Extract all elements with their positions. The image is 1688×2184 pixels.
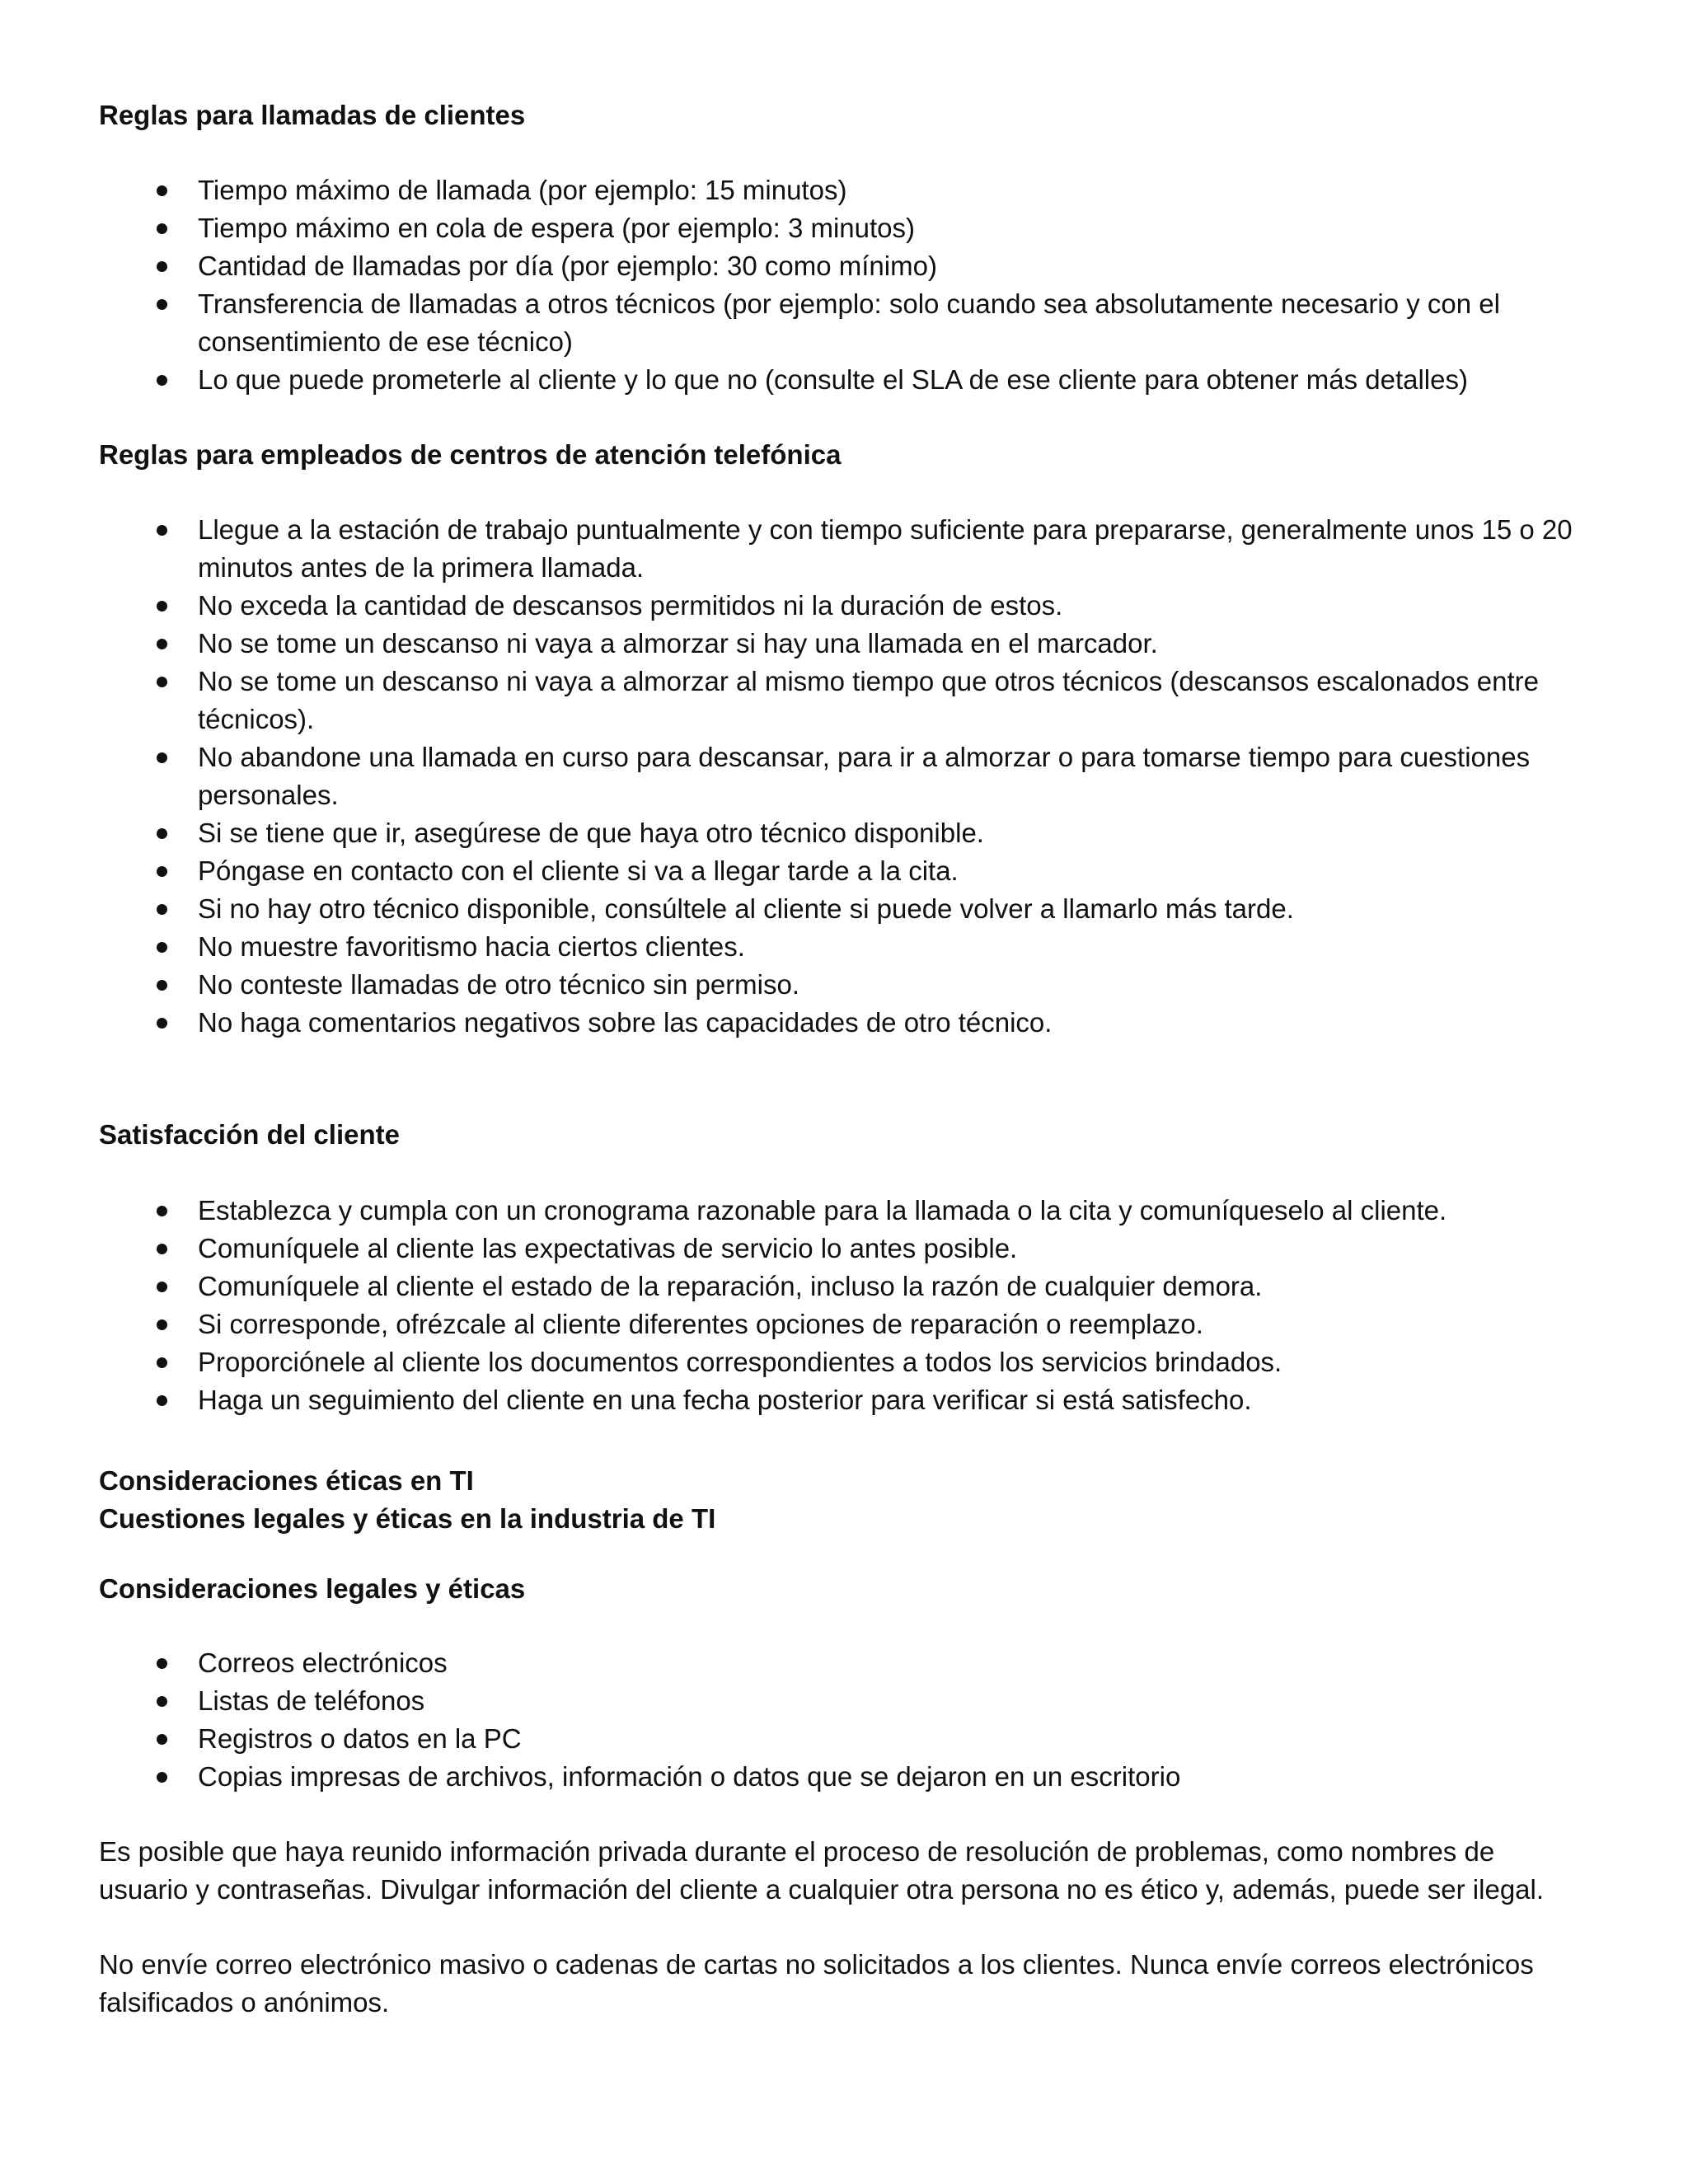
bullet-icon: [157, 299, 167, 310]
bullet-icon: [157, 525, 167, 536]
customer-satisfaction-list: [0, 1192, 1688, 1419]
bullet-icon: [157, 1696, 167, 1707]
list-item: Llegue a la estación de trabajo puntualmente y con tiempo suficiente para prepararse, generalmente unos 15 o 20 minutos antes de la primera llamada.: [0, 511, 1582, 587]
section-heading-customer-satisfaction: Satisfacción del cliente: [99, 1119, 400, 1150]
bullet-icon: [157, 1357, 167, 1368]
call-rules-list: [0, 171, 1688, 399]
list-item: Transferencia de llamadas a otros técnicos (por ejemplo: solo cuando sea absolutamente necesario y con el consentimiento de ese técnico): [0, 285, 1582, 361]
list-item: Si se tiene que ir, asegúrese de que haya otro técnico disponible.: [0, 814, 1582, 852]
list-item: No exceda la cantidad de descansos permitidos ni la duración de estos.: [0, 587, 1582, 625]
section-heading-call-rules: Reglas para llamadas de clientes: [99, 100, 526, 130]
bullet-icon: [157, 639, 167, 649]
list-item: No haga comentarios negativos sobre las capacidades de otro técnico.: [0, 1004, 1582, 1042]
list-item: Haga un seguimiento del cliente en una fecha posterior para verificar si está satisfecho.: [0, 1381, 1582, 1419]
list-item: Tiempo máximo de llamada (por ejemplo: 15 minutos): [0, 171, 1582, 209]
list-item: Comuníquele al cliente el estado de la reparación, incluso la razón de cualquier demora.: [0, 1268, 1582, 1305]
bullet-icon: [157, 828, 167, 839]
list-item: Establezca y cumpla con un cronograma razonable para la llamada o la cita y comuníqueselo al cliente.: [0, 1192, 1582, 1230]
bullet-icon: [157, 866, 167, 877]
bullet-icon: [157, 601, 167, 612]
privacy-paragraph: Es posible que haya reunido información privada durante el proceso de resolución de problemas, como nombres de usuario y contraseñas. Divulgar información del cliente a cualquier otra persona no es ético y, además, puede ser ilegal.: [99, 1836, 1545, 1905]
bullet-icon: [157, 1282, 167, 1292]
bullet-icon: [157, 752, 167, 763]
list-item: No se tome un descanso ni vaya a almorzar si hay una llamada en el marcador.: [0, 625, 1582, 663]
list-item: Cantidad de llamadas por día (por ejemplo: 30 como mínimo): [0, 247, 1582, 285]
bullet-icon: [157, 185, 167, 196]
bullet-icon: [157, 1206, 167, 1216]
bullet-icon: [157, 1319, 167, 1330]
section-heading-call-center-rules: Reglas para empleados de centros de atención telefónica: [99, 439, 842, 470]
list-item: Registros o datos en la PC: [0, 1720, 1582, 1758]
list-item: Copias impresas de archivos, información o datos que se dejaron en un escritorio: [0, 1758, 1582, 1796]
list-item: Lo que puede prometerle al cliente y lo que no (consulte el SLA de ese cliente para obtener más detalles): [0, 361, 1582, 399]
ethics-subtitle: Cuestiones legales y éticas en la industria de TI: [99, 1503, 716, 1534]
call-center-rules-list: [0, 511, 1688, 1042]
bullet-icon: [157, 1658, 167, 1669]
list-item: No muestre favoritismo hacia ciertos clientes.: [0, 928, 1582, 966]
list-item: Comuníquele al cliente las expectativas de servicio lo antes posible.: [0, 1230, 1582, 1268]
list-item: No conteste llamadas de otro técnico sin permiso.: [0, 966, 1582, 1004]
list-item: Si no hay otro técnico disponible, consúltele al cliente si puede volver a llamarlo más tarde.: [0, 890, 1582, 928]
legal-ethics-heading: Consideraciones legales y éticas: [99, 1573, 526, 1604]
legal-ethics-list: [0, 1644, 1688, 1796]
bullet-icon: [157, 261, 167, 272]
list-item: Si corresponde, ofrézcale al cliente diferentes opciones de reparación o reemplazo.: [0, 1305, 1582, 1343]
bullet-icon: [157, 980, 167, 991]
bullet-icon: [157, 223, 167, 234]
bullet-icon: [157, 1395, 167, 1406]
list-item: No se tome un descanso ni vaya a almorzar al mismo tiempo que otros técnicos (descansos escalonados entre técnicos).: [0, 663, 1582, 738]
list-item: No abandone una llamada en curso para descansar, para ir a almorzar o para tomarse tiempo para cuestiones personales.: [0, 738, 1582, 814]
bullet-icon: [157, 1772, 167, 1783]
list-item: Listas de teléfonos: [0, 1682, 1582, 1720]
list-item: Tiempo máximo en cola de espera (por ejemplo: 3 minutos): [0, 209, 1582, 247]
bullet-icon: [157, 677, 167, 687]
bullet-icon: [157, 1734, 167, 1745]
email-paragraph: No envíe correo electrónico masivo o cadenas de cartas no solicitados a los clientes. Nunca envíe correos electrónicos falsificados o anónimos.: [99, 1949, 1534, 2018]
bullet-icon: [157, 904, 167, 915]
ethics-title: Consideraciones éticas en TI: [99, 1465, 474, 1496]
bullet-icon: [157, 942, 167, 953]
list-item: Correos electrónicos: [0, 1644, 1582, 1682]
list-item: Póngase en contacto con el cliente si va a llegar tarde a la cita.: [0, 852, 1582, 890]
bullet-icon: [157, 375, 167, 386]
bullet-icon: [157, 1018, 167, 1029]
bullet-icon: [157, 1244, 167, 1254]
list-item: Proporciónele al cliente los documentos correspondientes a todos los servicios brindados.: [0, 1343, 1582, 1381]
